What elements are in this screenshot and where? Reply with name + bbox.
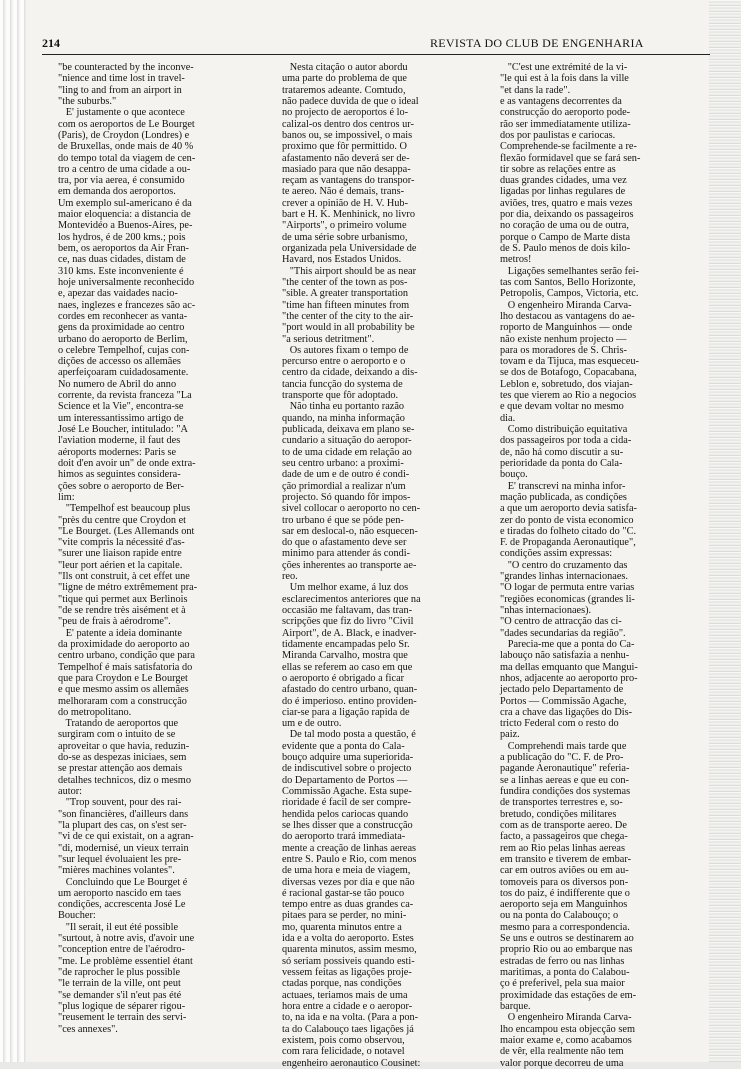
paragraph: O engenheiro Miranda Carva- lho destacou as vantagens do ae- roporto de Manguinhos — onde não existe nenhum projecto — para os moradores de S. Chris- tovam e da Tijuca, mas esqueceu- se dos de Botafogo, Copacabana, Leblon e, sobretudo, dos viajan- tes que vierem ao Rio a negocios e que devam voltar no mesmo dia. (500, 299, 639, 424)
header-rule (42, 54, 710, 55)
text-column-1 (58, 62, 270, 1050)
paragraph: "C'est une extrémité de la vi- "le qui est à la fois dans la ville "et dans la rade". (500, 62, 629, 96)
text-column-3 (500, 62, 710, 1069)
paragraph: "O centro do cruzamento das "grandes linhas internacionaes. "O logar de permuta entre varias "regiões economicas (grandes li- "nhas internacionaes). "O centro de attracção das ci- "dades secundarias da região". (500, 559, 635, 639)
paragraph: De tal modo posta a questão, é evidente que a ponta do Cala- bouço adquire uma superiorida- de indiscutivel sobre o projecto do Departamento de Portos — Commissão Agache. Esta supe- rioridade é facil de ser compre- hendida pelos cariocas quando se lhes disser que a construcção do aeroporto trará immediata- mente a creação de linhas aereas entre S. Paulo e Rio, com menos de uma hora e meia de viagem, diversas vezes por dia e que não é racional gastar-se tão pouco tempo entre as duas grandes ca- pitaes para se perder, no mini- mo, quarenta minutos entre a ida e a volta do aeroporto. Estes quarenta minutos, assim mesmo, só seriam possiveis quando esti- vessem feitas as ligações proje- ctadas porque, nas condições actuaes, teriamos mais de uma hora entre a cidade e o aeropor- to, na ida e na volta. (Para a pon- ta do Calabouço taes ligações já existem, pois como observou, com rara felicidade, o notavel engenheiro aeronautico Cousinet: (282, 729, 421, 1069)
paragraph: Tratando de aeroportos que surgiram com o intuito de se aproveitar o que havia, reduzin- do-se as despezas iniciaes, sem se prestar attenção aos demais detalhes technicos, diz o mesmo autor: (58, 718, 191, 797)
page-number: 214 (42, 36, 60, 50)
paragraph: Comprehendi mais tarde que a publicação do "C. F. de Pro- pagande Aeronautique" referia- se a linhas aereas e que eu con- fundira condições dos systemas de transportes terrestres e, so- bretudo, condições militares com as de transporte aereo. De facto, a passageiros que chega- rem ao Rio pelas linhas aereas em transito e tiverem de embar- car em outros aviões ou em au- tomoveis para os diversos pon- tos do paiz, é indifferente que o aeroporto seja em Manguinhos ou na ponta do Calabouço; o mesmo para a correspondencia. Se uns e outros se destinarem ao proprio Rio ou ao embarque nas estradas de ferro ou nas linhas maritimas, a ponta do Calabou- ço é preferivel, pela sua maior proximidade das estações de em- barque. (500, 740, 637, 1012)
paragraph: E' justamente o que acontece com os aeroportos de Le Bourget (Paris), de Croydon (Londres) e de Bruxellas, onde mais de 40 % do tempo total da viagem de cen- tro a centro de uma cidade a ou- tra, por via aerea, é consumido em demanda dos aeroportos. Um exemplo sul-americano é da maior eloquencia: a distancia de Montevidéo a Buenos-Aires, pe- los hydros, é de 200 kms.; pois bem, os aeroportos da Air Fran- ce, nas duas cidades, distam de 310 kms. Este inconveniente é hoje universalmente reconhecido e, apezar das vaidades nacio- naes, inglezes e francezes são ac- cordes em reconhecer as vanta- gens da proximidade ao centro urbano do aeroporto de Berlim, o celebre Tempelhof, cujas con- dições de accesso os allemães aperfeiçoaram cuidadosamente. No numero de Abril do anno corrente, da revista franceza "La Science et la Vie", encontra-se um interessantissimo artigo de José Le Boucher, intitulado: "A l'aviation moderne, il faut des aéroports modernes: Paris se doit d'en avoir un" de onde extra- himos as seguintes considera- ções sobre o aeroporto de Ber- lim: (58, 107, 196, 503)
paragraph: Não tinha eu portanto razão quando, na minha informação publicada, deixava em plano se- cundario a situação do aeropor- to de uma cidade em relação ao seu centro urbano: a proximi- dade de um e de outro é condi- ção primordial a realizar n'um projecto. Só quando fôr impos- sivel collocar o aeroporto no cen- tro urbano é que se póde pen- sar em deslocal-o, não esquecen- do que o afastamento deve ser minimo para attender ás condi- ções inherentes ao transporte ae- reo. (282, 401, 421, 583)
paragraph: "Il serait, il eut été possible "surtout, à notre avis, d'avoir une "conception entre de l'aérodro- "me. Le problème essentiel étant "de raprocher le plus possible "le terrain de la ville, ont peut "se demander s'il n'eut pas été "plus logique de séparer rigou- "reusement le terrain des servi- "ces annexes". (58, 921, 195, 1035)
torn-edge-right (709, 0, 741, 1062)
paragraph: Como distribuição equitativa dos passageiros por toda a cida- de, não há como discutir a su- perioridade da ponta do Cala- bouço. (500, 424, 632, 481)
paragraph: O engenheiro Miranda Carva- lho encampou esta objecção sem maior exame e, como acabamos de vêr, ella realmente não tem valor porque decorreu de uma (500, 1012, 635, 1069)
text-column-2 (282, 62, 490, 1069)
paragraph: Os autores fixam o tempo de percurso entre o aeroporto e o centro da cidade, deixando a dis- tancia funcção do systema de transporte que fôr adoptado. (282, 344, 418, 402)
paragraph: "be counteracted by the inconve- "nience and time lost in travel- "ling to and from an airport in "the suburbs." (58, 62, 194, 107)
paragraph: "Trop souvent, pour des rai- "son financières, d'ailleurs dans "la plupart des cas, on s'est ser- "vi de ce qui existait, on a agran- "di, modernisé, un vieux terrain "sur lequel évoluaient les pre- "mières machines volantes". (58, 797, 194, 877)
paragraph: "This airport should be as near "the center of the town as pos- "sible. A greater transportation "time han fifteen minutes from "the center of the city to the air- "port would in all probability be "a serious detritment". (282, 265, 417, 345)
paragraph: "Tempelhof est beaucoup plus "près du centre que Croydon et "Le Bourget. (Les Allemands ont "vite compris la nécessité d'as- "surer une liaison rapide entre "leur port aérien et la capitale. "Ils ont construit, à cet effet une "ligne de métro extrêmement pra- "tique qui permet aux Berlinois "de se rendre très aisément et à "peu de frais à aérodrome". (58, 503, 198, 628)
paragraph: Concluindo que Le Bourget é um aeroporto nascido em taes condições, accrescenta José Le Boucher: (58, 876, 188, 922)
binding-edge-left (0, 0, 26, 1062)
paragraph: E' transcrevi na minha infor- mação publicada, as condições a que um aeroporto devia satisfa- zer do ponto de vista economico e tiradas do folheto citado do "C. F. de Propaganda Aeronautique", condições assim expressas: (500, 480, 637, 560)
paragraph: e as vantagens decorrentes da construcção do aeroporto pode- rão ser immediatamente utiliza- dos por paulistas e cariocas. Comprehende-se facilmente a re- flexão formidavel que se fará sen- tir sobre as relações entre as duas grandes cidades, uma vez ligadas por linhas regulares de aviões, tres, quatro e mais vezes por dia, deixando os passageiros no coração de uma ou de outra, porque o Campo de Marte dista de S. Paulo menos de dois kilo- metros! (500, 95, 641, 266)
paragraph: E' patente a ideia dominante da proximidade do aeroporto ao centro urbano, condição que para Tempelhof é mais satisfatoria do que para Croydon e Le Bourget e que mesmo assim os allemães melhoraram com a construcção do metropolitano. (58, 627, 195, 718)
paragraph: Um melhor exame, á luz dos esclarecimentos anteriores que na occasião me faltavam, das tran- scripções que fiz do livro "Civil Airport", de A. Black, e inadver- tidamente encampadas pelo Sr. Miranda Carvalho, mostra que ellas se referem ao caso em que o aeroporto é obrigado a ficar afastado do centro urbano, quan- do é imperioso. entino providen- ciar-se para a ligação rapida de um e de outro. (282, 582, 421, 730)
journal-title: REVISTA DO CLUB DE ENGENHARIA (430, 36, 644, 50)
paragraph: Nesta citação o autor abordu uma parte do problema de que trataremos adeante. Comtudo, não padece duvida de que o ideal no projecto de aeroportos é lo- calizal-os dentro dos centros ur- banos ou, se impossivel, o mais proximo que fôr permittido. O afastamento não deverá ser de- masiado para que não desappa- reçam as vantagens do transpor- te aereo. Não é demais, trans- crever a opinião de H. V. Hub- bart e H. K. Menhinick, no livro "Airports", o primeiro volume de uma série sobre urbanismo, organizada pela Universidade de Havard, nos Estados Unidos. (282, 62, 419, 266)
paragraph: Ligações semelhantes serão fei- tas com Santos, Bello Horizonte, Petropolis, Campos, Victoria, etc. (500, 265, 639, 300)
paragraph: Parecia-me que a ponta do Ca- labouço não satisfazia a nenhu- ma dellas emquanto que Mangui- nhos, adjacente ao aeroporto pro- jectado pelo Departamento de Portos — Commissão Agache, cra a chave das ligações do Dis- tricto Federal com o resto do paiz. (500, 638, 638, 741)
